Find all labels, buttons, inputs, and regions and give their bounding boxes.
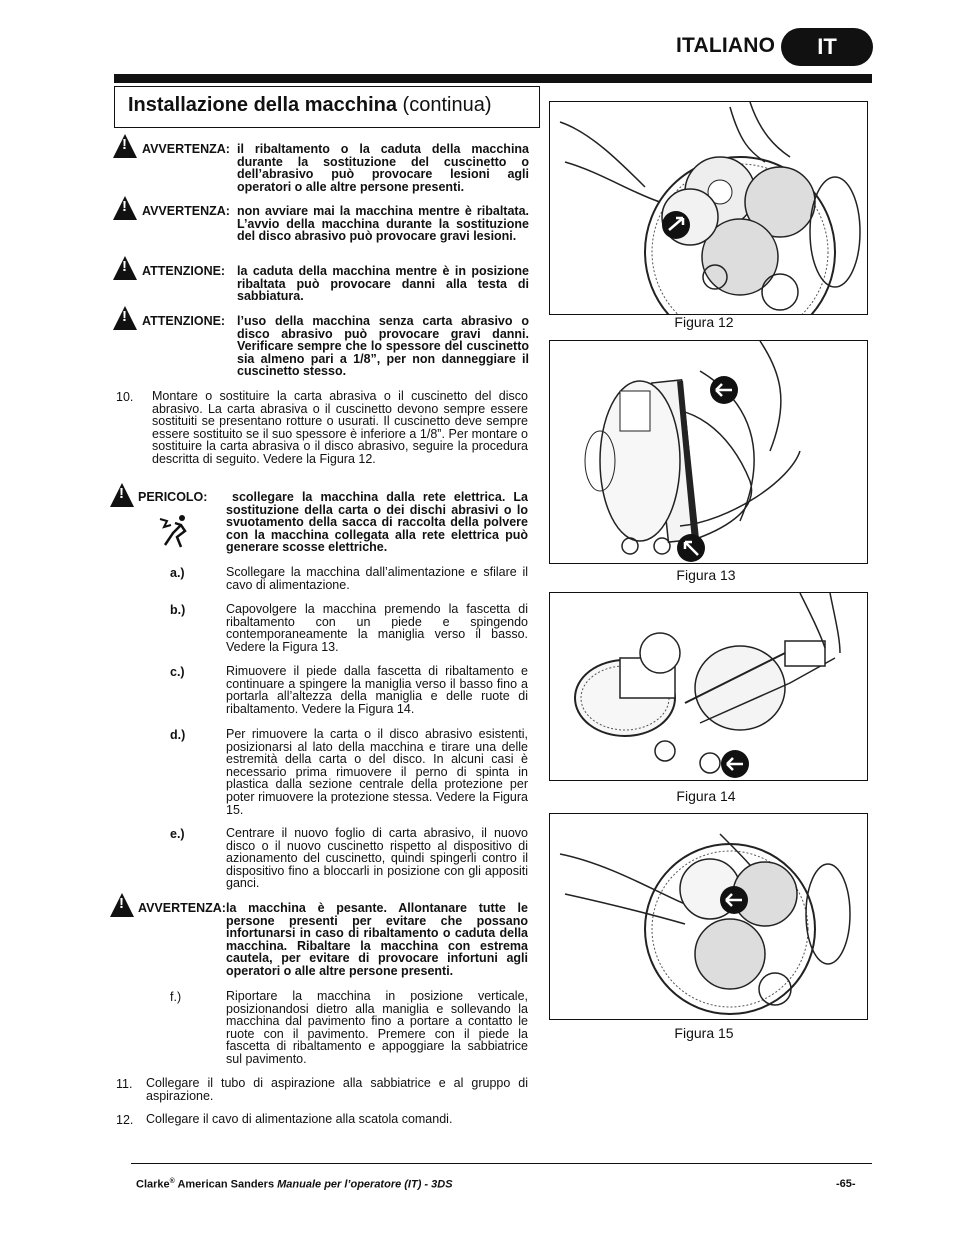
warning-text: non avviare mai la macchina mentre è ribaltata. L’avvio della macchina durante la sostituzione del disco abrasivo può provocare gravi lesioni. — [237, 204, 529, 244]
warning-triangle-icon — [113, 256, 137, 280]
danger-text: scollegare la macchina dalla rete elettrica. La sostituzione della carta o dei dischi abrasivi o lo svuotamento della sacca di raccolta della polvere con la macchina collegata alla rete elettrica può generare scosse elettriche. — [226, 490, 528, 555]
attention-text: l’uso della macchina senza carta abrasivo o disco abrasivo può provocare gravi danni. Verificare sempre che lo spessore del cuscinetto sia almeno pari a 1/8”, per non danneggiare il cuscinetto stesso. — [237, 314, 529, 379]
section-title-box — [114, 86, 540, 128]
substep-text: Capovolgere la macchina premendo la fascetta di ribaltamento con un piede e spingendo contemporaneamente la maniglia verso il basso. Vedere la Figura 13. — [226, 602, 528, 654]
danger-triangle-icon — [110, 483, 134, 507]
footer-rule — [131, 1163, 872, 1164]
substep-letter: a.) — [170, 566, 185, 580]
warning-label: AVVERTENZA: — [142, 204, 230, 218]
danger-block — [110, 483, 530, 563]
substep-letter: d.) — [170, 728, 186, 742]
language-label: ITALIANO — [676, 34, 776, 57]
step-text: Collegare il cavo di alimentazione alla scatola comandi. — [146, 1112, 453, 1126]
substep-text: Per rimuovere la carta o il disco abrasivo esistenti, posizionarsi al lato della macchina e tirare una delle estremità della carta o del disco. In alcuni casi è necessario prima rimuovere il perno di spinta in plastica dalla sezione centrale della protezione per poter rimuovere la protezione stessa. Vedere la Figura 15. — [226, 727, 528, 817]
warning-label: AVVERTENZA: — [138, 901, 226, 915]
step-text: Collegare il tubo di aspirazione alla sabbiatrice e al gruppo di aspirazione. — [146, 1076, 528, 1103]
section-title-sub: (continua) — [402, 94, 492, 116]
figure-caption: Figura 15 — [674, 1025, 734, 1041]
attention-label: ATTENZIONE: — [142, 264, 226, 278]
attention-block — [113, 306, 529, 380]
warning-triangle-icon — [113, 196, 137, 220]
warning-text: la macchina è pesante. Allontanare tutte le persone presenti per evitare che possano infortunarsi in caso di ribaltamento o caduta della macchina. Ribaltare la macchina con estrema cautela, per evitare di provocare infortuni agli operatori o alle altre persone presenti. — [226, 901, 528, 978]
warning-triangle-icon — [110, 893, 134, 917]
figure-caption: Figura 13 — [676, 567, 736, 583]
warning-block — [113, 134, 529, 194]
substep-letter: c.) — [170, 665, 185, 679]
figure-caption: Figura 14 — [676, 788, 736, 804]
section-title-main: Installazione della macchina — [128, 94, 397, 116]
substep-text: Centrare il nuovo foglio di carta abrasivo, il nuovo disco o il nuovo cuscinetto rispetto al dispositivo di azionamento del cuscinetto, quindi spingerli contro il dispositivo fino a bloccarli in posizione con gli appositi ganci. — [226, 826, 528, 891]
substep-letter: b.) — [170, 603, 186, 617]
warning-text: il ribaltamento o la caduta della macchina durante la sostituzione del cuscinetto o dell’abrasivo può provocare lesioni agli operatori o alle altre persone presenti. — [237, 142, 529, 194]
step-number: 12. — [116, 1113, 134, 1127]
step-text: Montare o sostituire la carta abrasiva o il cuscinetto del disco abrasivo. La carta abrasiva o il cuscinetto devono sempre essere sostituiti se presentano rotture o usurati. Il cuscinetto deve sempre essere sostituito se il suo spessore è inferiore a 1/8”. Per montare o sostituire la carta abrasiva o il disco abrasivo, seguire la procedura descritta di seguito. Vedere la Figura 12. — [152, 389, 528, 466]
figure-caption: Figura 12 — [674, 314, 734, 330]
language-badge: IT — [781, 28, 873, 66]
substep-letter: f.) — [170, 990, 182, 1004]
step-number: 11. — [116, 1077, 133, 1091]
substep-text: Rimuovere il piede dalla fascetta di ribaltamento e continuare a spingere la maniglia verso il basso fino a portarla all’altezza della maniglia e delle ruote di ribaltamento. Vedere la Figura 14. — [226, 664, 528, 716]
figure-13-image — [549, 340, 868, 564]
warning-triangle-icon — [113, 306, 137, 330]
footer-reg-mark: ® — [169, 1178, 175, 1185]
substep-text: Riportare la macchina in posizione verticale, posizionandosi dietro alla maniglia e sollevando la macchina dal pavimento fino a portare a contatto le ruote con il pavimento. Premere con il piede la fascetta di ribaltamento e appoggiare la sabbiatrice sul pavimento. — [226, 989, 528, 1066]
section-title — [128, 94, 491, 117]
page-number: -65- — [836, 1178, 856, 1190]
warning-label: AVVERTENZA: — [142, 142, 230, 156]
footer-company: American Sanders — [174, 1178, 278, 1191]
attention-text: la caduta della macchina mentre è in posizione ribaltata può provocare danni alla testa di sabbiatura. — [237, 264, 529, 304]
substep-text: Scollegare la macchina dall’alimentazione e sfilare il cavo di alimentazione. — [226, 565, 528, 592]
warning-triangle-icon — [113, 134, 137, 158]
footer-publication — [136, 1178, 453, 1191]
warning-block — [110, 893, 530, 983]
step-number: 10. — [116, 390, 134, 404]
footer-brand: Clarke — [136, 1178, 170, 1191]
electric-shock-icon — [155, 511, 195, 551]
danger-label: PERICOLO: — [138, 490, 208, 504]
attention-label: ATTENZIONE: — [142, 314, 226, 328]
figure-14-image — [549, 592, 868, 781]
footer-manual-title: Manuale per l’operatore (IT) - 3DS — [277, 1178, 453, 1191]
warning-block — [113, 196, 529, 256]
header-rule — [114, 74, 872, 83]
attention-block — [113, 256, 529, 304]
substep-letter: e.) — [170, 827, 185, 841]
figure-15-image — [549, 813, 868, 1020]
figure-12-image — [549, 101, 868, 315]
